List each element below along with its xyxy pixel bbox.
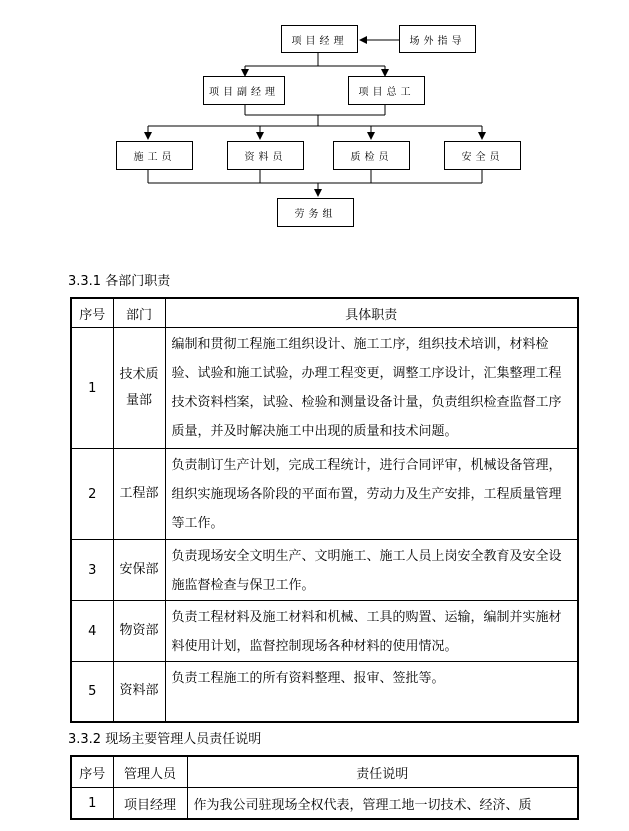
table-header-row	[71, 756, 578, 788]
row-dept: 技术质量部	[113, 328, 165, 449]
quality-inspector-box: 质检员	[333, 141, 410, 170]
labor-team-box: 劳务组	[277, 198, 354, 227]
row-desc: 负责现场安全文明生产、文明施工、施工人员上岗安全教育及安全设施监督检查与保卫工作。	[165, 540, 578, 601]
header-no: 序号	[71, 298, 113, 328]
manager-responsibility-table	[70, 755, 579, 820]
site-guidance-box: 场外指导	[399, 25, 476, 53]
deputy-manager-box: 项目副经理	[203, 76, 285, 105]
header-desc: 责任说明	[187, 756, 578, 788]
row-role: 项目经理	[113, 788, 187, 820]
header-role: 管理人员	[113, 756, 187, 788]
table-row	[71, 788, 578, 820]
row-dept: 安保部	[113, 540, 165, 601]
row-desc: 负责制订生产计划，完成工程统计，进行合同评审，机械设备管理，组织实施现场各阶段的平面布置，劳动力及生产安排，工程质量管理等工作。	[165, 449, 578, 540]
department-duties-table	[70, 297, 579, 723]
safety-officer-box: 安全员	[444, 141, 521, 170]
table-row	[71, 601, 578, 662]
row-dept: 工程部	[113, 449, 165, 540]
row-no: 5	[71, 662, 113, 722]
table-header-row	[71, 298, 578, 328]
row-dept: 资料部	[113, 662, 165, 722]
row-desc: 作为我公司驻现场全权代表，管理工地一切技术、经济、质	[187, 788, 578, 820]
row-desc: 负责工程材料及施工材料和机械、工具的购置、运输，编制并实施材料使用计划，监督控制现场各种材料的使用情况。	[165, 601, 578, 662]
construction-staff-box: 施工员	[116, 141, 193, 170]
row-no: 3	[71, 540, 113, 601]
section-332-heading: 3.3.2 现场主要管理人员责任说明	[68, 732, 262, 747]
header-dept: 部门	[113, 298, 165, 328]
row-desc: 编制和贯彻工程施工组织设计、施工工序，组织技术培训，材料检验、试验和施工试验，办理工程变更，调整工序设计，汇集整理工程技术资料档案，试验、检验和测量设备计量，负责组织检查监督工序质量，并及时解决施工中出现的质量和技术问题。	[165, 328, 578, 449]
row-no: 4	[71, 601, 113, 662]
row-no: 2	[71, 449, 113, 540]
row-dept: 物资部	[113, 601, 165, 662]
chief-engineer-box: 项目总工	[348, 76, 425, 105]
table-row	[71, 540, 578, 601]
table-row	[71, 449, 578, 540]
row-no: 1	[71, 328, 113, 449]
header-desc: 具体职责	[165, 298, 578, 328]
table-row	[71, 662, 578, 722]
row-desc: 负责工程施工的所有资料整理、报审、签批等。	[165, 662, 578, 722]
documentation-staff-box: 资料员	[227, 141, 304, 170]
header-no: 序号	[71, 756, 113, 788]
table-row	[71, 328, 578, 449]
row-no: 1	[71, 788, 113, 820]
section-331-heading: 3.3.1 各部门职责	[68, 274, 171, 289]
project-manager-box: 项目经理	[281, 25, 358, 53]
